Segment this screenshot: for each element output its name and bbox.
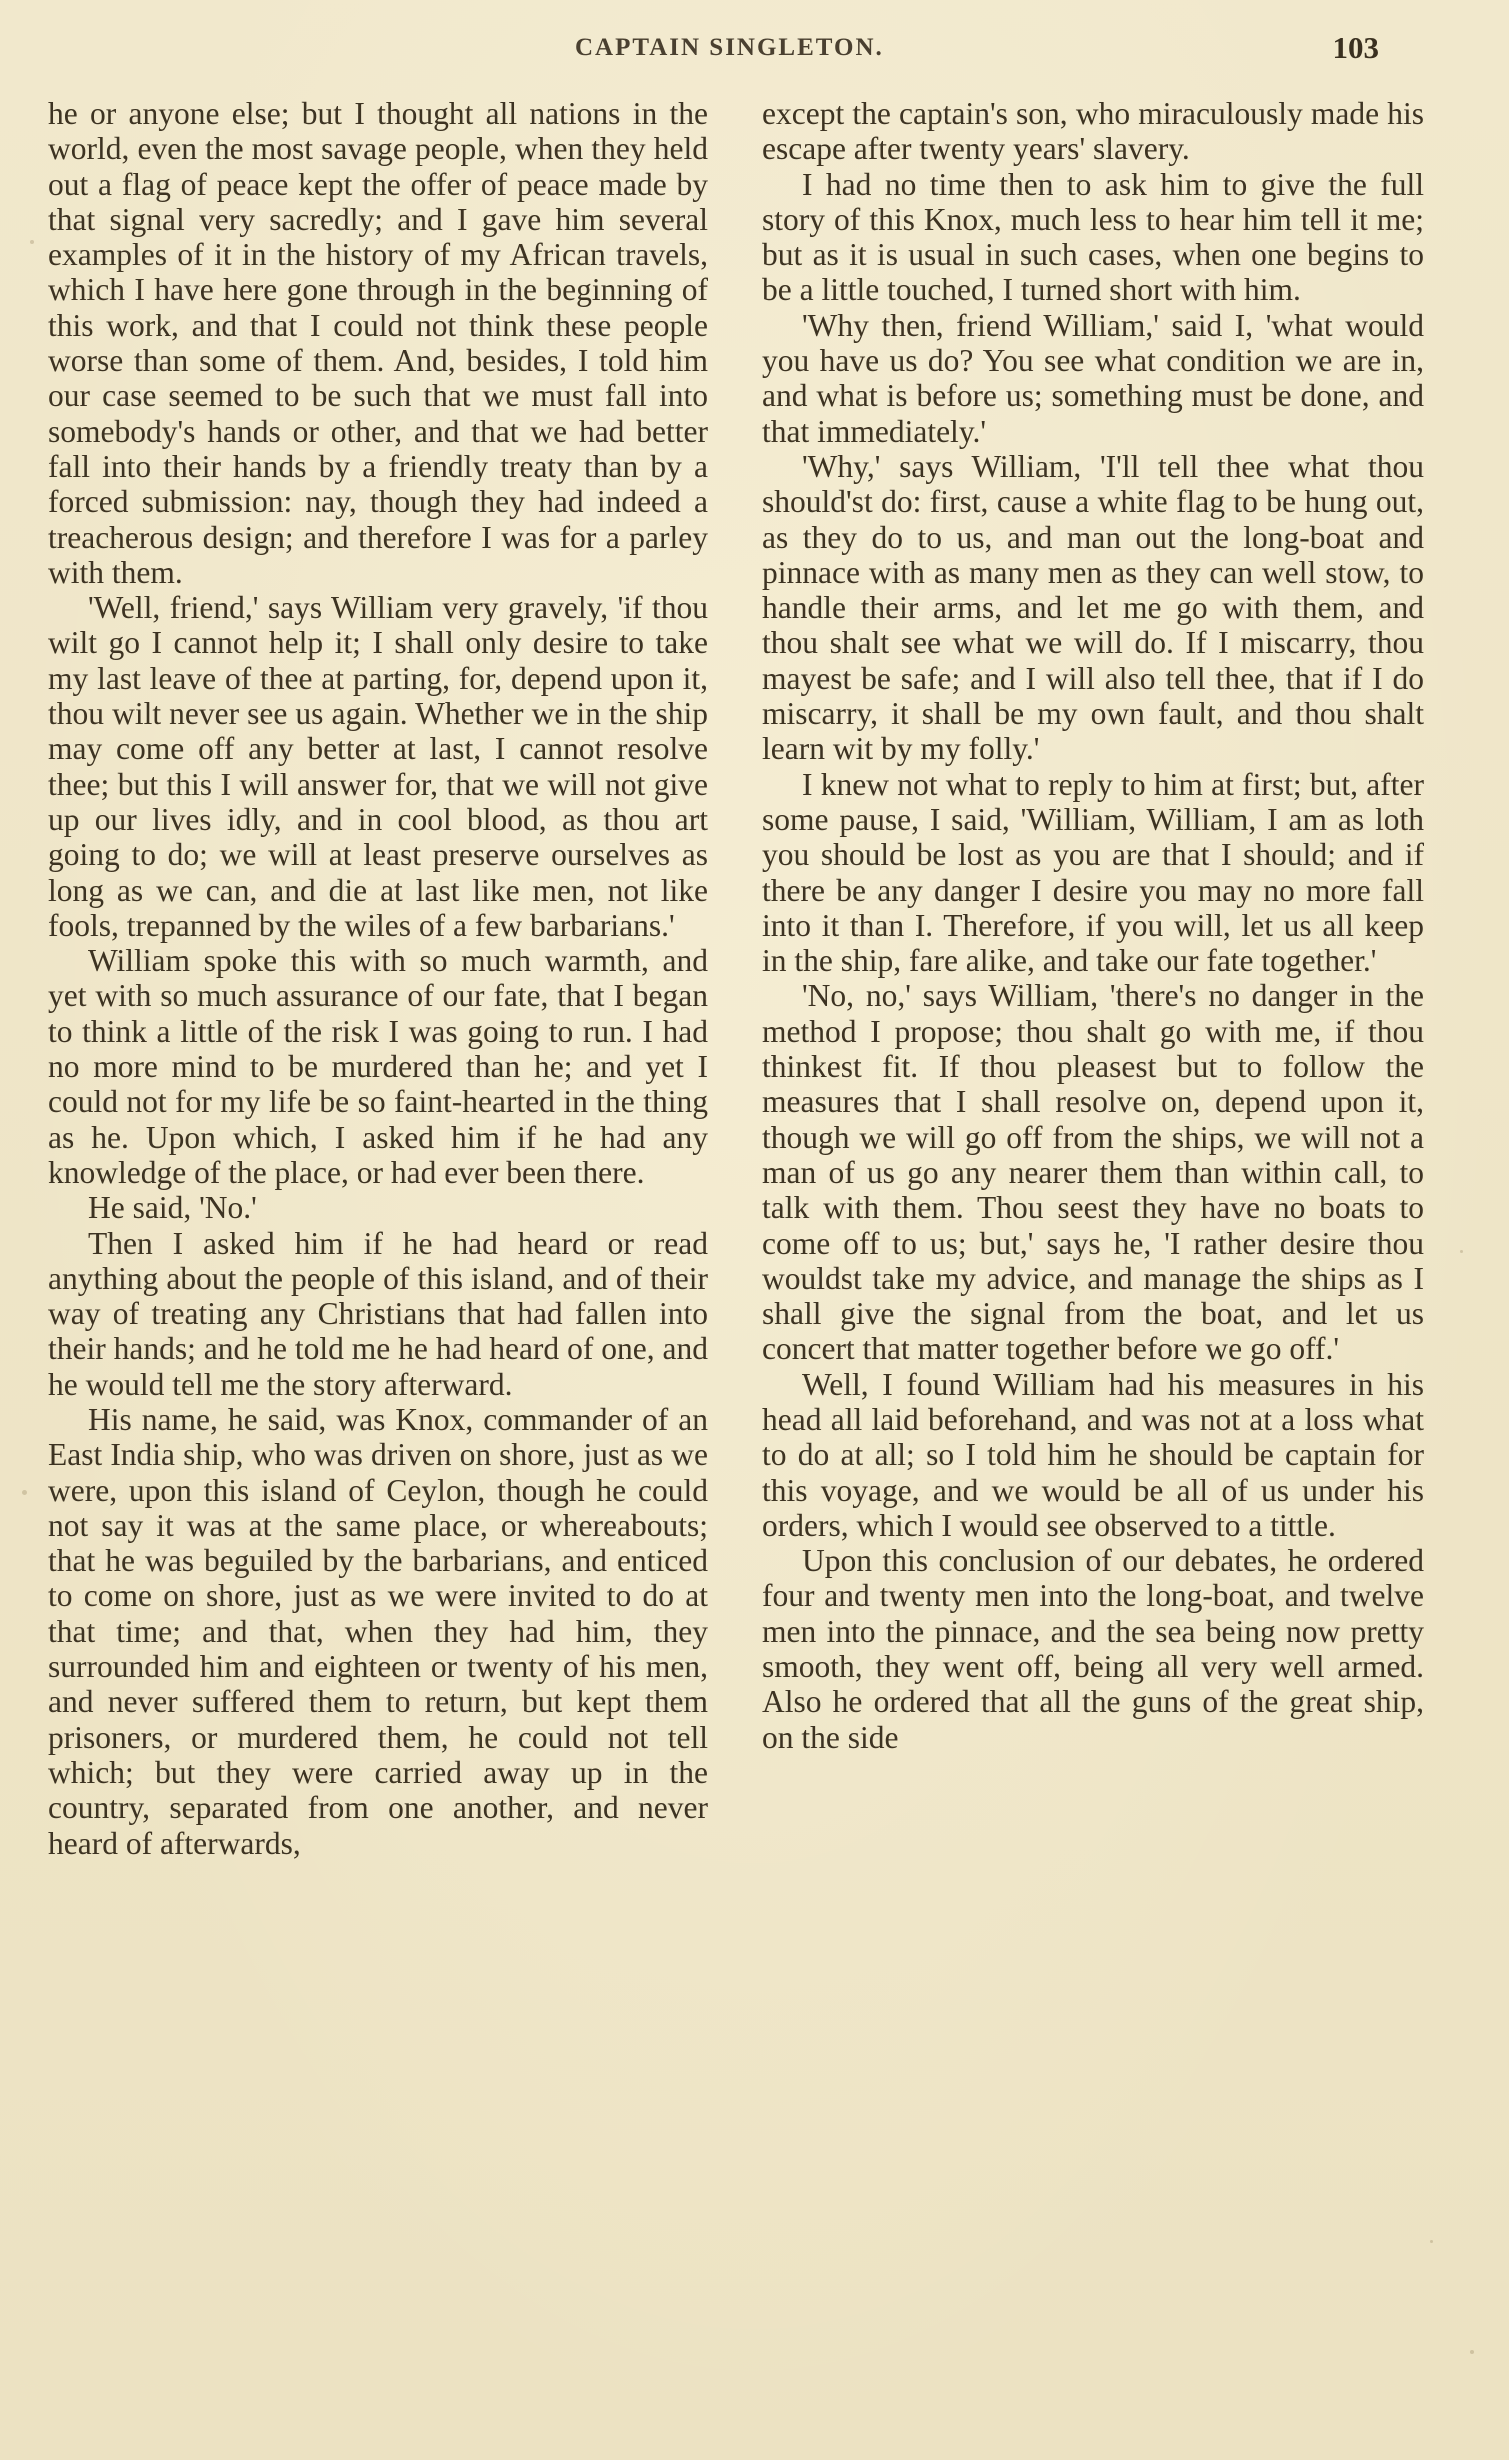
paper-speck: [1460, 1250, 1463, 1253]
paragraph: 'Why then, friend William,' said I, 'what would you have us do? You see what condition we are in, and what is before us; something must be done, and that immediately.': [762, 307, 1424, 449]
paragraph: he or anyone else; but I thought all nations in the world, even the most savage people, when they held out a flag of peace kept the offer of peace made by that signal very sacredly; and I gave him several examples of it in the history of my African travels, which I have here gone through in the beginning of this work, and that I could not think these people worse than some of them. And, besides, I told him our case seemed to be such that we must fall into somebody's hands or other, and that we had better fall into their hands by a friendly treaty than by a forced submission: nay, though they had indeed a treacherous design; and therefore I was for a parley with them.: [48, 96, 708, 590]
page-number: 103: [1332, 30, 1379, 65]
right-column: [762, 96, 1424, 2396]
paragraph: He said, 'No.': [88, 1190, 257, 1226]
paragraph: His name, he said, was Knox, commander of an East India ship, who was driven on shore, just as we were, upon this island of Ceylon, though he could not say it was at the same place, or whereabouts; that he was beguiled by the barbarians, and enticed to come on shore, just as we were invited to do at that time; and that, when they had him, they surrounded him and eighteen or twenty of his men, and never suffered them to return, but kept them prisoners, or murdered them, he could not tell which; but they were carried away up in the country, separated from one another, and never heard of afterwards,: [48, 1401, 708, 1861]
paragraph: 'No, no,' says William, 'there's no danger in the method I propose; thou shalt go with me, if thou thinkest fit. If thou pleasest but to follow the measures that I shall resolve on, depend upon it, though we will go off from the ships, we will not a man of us go any nearer them than within call, to talk with them. Thou seest they have no boats to come off to us; but,' says he, 'I rather desire thou wouldst take my advice, and manage the ships as I shall give the signal from the boat, and let us concert that matter together before we go off.': [762, 978, 1424, 1367]
paragraph: Well, I found William had his measures in his head all laid beforehand, and was not at a loss what to do at all; so I told him he should be captain for this voyage, and we would be all of us under his orders, which I would see observed to a tittle.: [762, 1366, 1424, 1543]
paragraph: 'Why,' says William, 'I'll tell thee what thou should'st do: first, cause a white flag to be hung out, as they do to us, and man out the long-boat and pinnace with as many men as they can well stow, to handle their arms, and let me go with them, and thou shalt see what we will do. If I miscarry, thou mayest be safe; and I will also tell thee, that if I do miscarry, it shall be my own fault, and thou shalt learn wit by my folly.': [762, 448, 1424, 767]
paragraph: I knew not what to reply to him at first; but, after some pause, I said, 'William, William, I am as loth you should be lost as you are that I should; and if there be any danger I desire you may no more fall into it than I. Therefore, if you will, let us all keep in the ship, fare alike, and take our fate together.': [762, 766, 1424, 979]
running-title: CAPTAIN SINGLETON.: [575, 34, 884, 61]
paper-speck: [1470, 2350, 1474, 2354]
paragraph: Upon this conclusion of our debates, he ordered four and twenty men into the long-boat, and twelve men into the pinnace, and the sea being now pretty smooth, they went off, being all very well armed. Also he ordered that all the guns of the great ship, on the side: [762, 1543, 1424, 1755]
paragraph: 'Well, friend,' says William very gravely, 'if thou wilt go I cannot help it; I shall only desire to take my last leave of thee at parting, for, depend upon it, thou wilt never see us again. Whether we in the ship may come off any better at last, I cannot resolve thee; but this I will answer for, that we will not give up our lives idly, and in cool blood, as thou art going to do; we will at least preserve ourselves as long as we can, and die at last like men, not like fools, trepanned by the wiles of a few barbarians.': [48, 590, 708, 943]
paper-speck: [22, 1490, 27, 1495]
paragraph: Then I asked him if he had heard or read anything about the people of this island, and of their way of treating any Christians that had fallen into their hands; and he told me he had heard of one, and he would tell me the story afterward.: [48, 1225, 708, 1402]
paragraph: I had no time then to ask him to give the full story of this Knox, much less to hear him tell it me; but as it is usual in such cases, when one begins to be a little touched, I turned short with him.: [762, 166, 1424, 308]
running-head: [0, 28, 1509, 68]
paragraph: William spoke this with so much warmth, and yet with so much assurance of our fate, that I began to think a little of the risk I was going to run. I had no more mind to be murdered than he; and yet I could not for my life be so faint-hearted in the thing as he. Upon which, I asked him if he had any knowledge of the place, or had ever been there.: [48, 943, 708, 1190]
paragraph: except the captain's son, who miraculously made his escape after twenty years' slavery.: [762, 96, 1424, 167]
left-column: [48, 96, 708, 2396]
paper-speck: [30, 240, 34, 244]
paper-speck: [1430, 2240, 1433, 2243]
